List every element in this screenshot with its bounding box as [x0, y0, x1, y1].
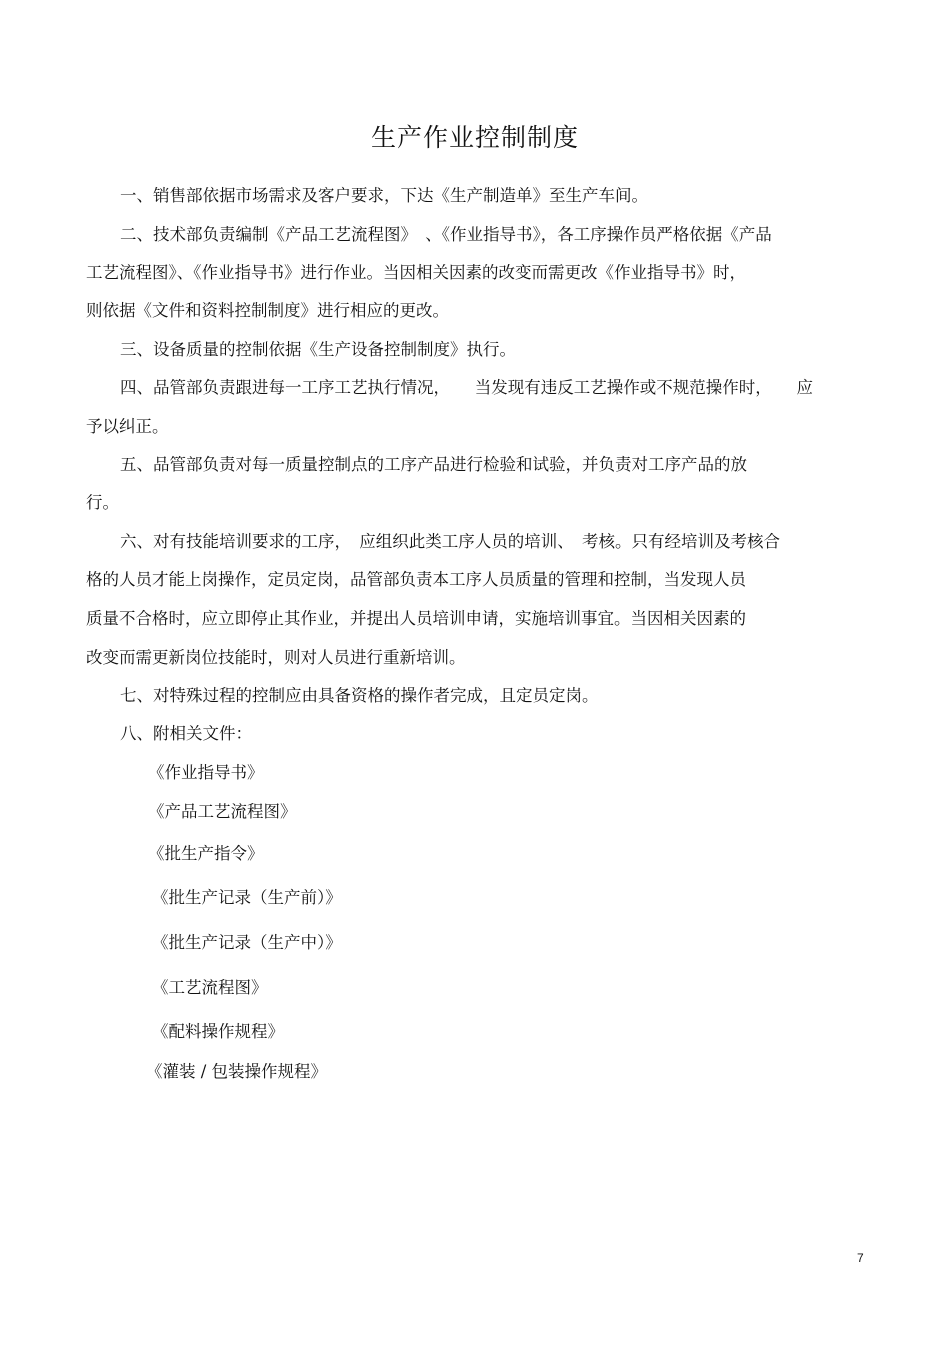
paragraph-8-line-1: 八、附相关文件：: [120, 724, 252, 743]
paragraph-5-line-1: 五、品管部负责对每一质量控制点的工序产品进行检验和试验，并负责对工序产品的放: [120, 455, 747, 474]
paragraph-1-line-1: 一、销售部依据市场需求及客户要求，下达《生产制造单》至生产车间。: [120, 186, 648, 205]
paragraph-2-line-1: 二、技术部负责编制《产品工艺流程图》 、《作业指导书》，各工序操作员严格依据《产品: [120, 225, 772, 244]
attachment-item: 《工艺流程图》: [152, 978, 268, 997]
attachment-item: 《批生产记录（生产前）》: [152, 888, 342, 907]
paragraph-6-line-2: 格的人员才能上岗操作，定员定岗，品管部负责本工序人员质量的管理和控制，当发现人员: [86, 570, 746, 589]
paragraph-6-line-3: 质量不合格时，应立即停止其作业，并提出人员培训申请，实施培训事宜。当因相关因素的: [86, 609, 746, 628]
paragraph-7-line-1: 七、对特殊过程的控制应由具备资格的操作者完成，且定员定岗。: [120, 686, 599, 705]
paragraph-5-line-2: 行。: [86, 493, 119, 512]
paragraph-6-line-1: 六、对有技能培训要求的工序， 应组织此类工序人员的培训、 考核。只有经培训及考核合: [120, 532, 780, 551]
attachment-item: 《配料操作规程》: [152, 1022, 284, 1041]
attachment-item: 《批生产指令》: [148, 844, 264, 863]
attachment-item: 《作业指导书》: [148, 763, 264, 782]
attachment-item: 《产品工艺流程图》: [148, 802, 297, 821]
paragraph-4-line-1: 四、品管部负责跟进每一工序工艺执行情况， 当发现有违反工艺操作或不规范操作时， 应: [120, 378, 813, 397]
attachment-item: 《批生产记录（生产中）》: [152, 933, 342, 952]
page-title: 生产作业控制制度: [370, 123, 579, 152]
paragraph-3-line-1: 三、设备质量的控制依据《生产设备控制制度》执行。: [120, 340, 516, 359]
paragraph-6-line-4: 改变而需更新岗位技能时，则对人员进行重新培训。: [86, 648, 466, 667]
paragraph-4-line-2: 予以纠正。: [86, 417, 169, 436]
paragraph-2-line-2: 工艺流程图》、《作业指导书》进行作业。当因相关因素的改变而需更改《作业指导书》时，: [86, 263, 746, 282]
attachment-item: 《灌装 / 包装操作规程》: [146, 1062, 328, 1081]
paragraph-2-line-3: 则依据《文件和资料控制制度》进行相应的更改。: [86, 301, 449, 320]
page-number: 7: [857, 1251, 864, 1265]
